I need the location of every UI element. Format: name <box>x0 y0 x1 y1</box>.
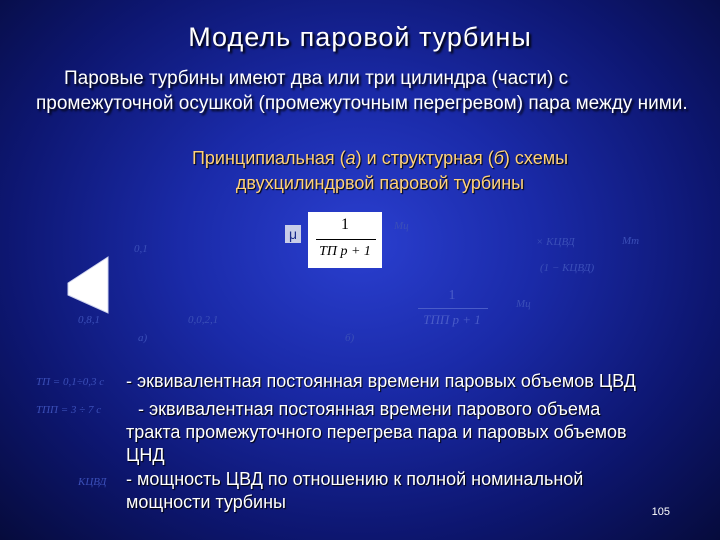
m-label-right: Мт <box>622 235 640 247</box>
transfer-function-reheat <box>414 288 490 332</box>
symbol-tpp: TПП = 3 ÷ 7 с <box>36 404 102 416</box>
intro-paragraph-text: Паровые турбины имеют два или три цилиндра (части) с промежуточной осушкой (промежуточным перегревом) пара между ними. <box>36 68 688 114</box>
label-00201: 0,0,2,1 <box>188 314 219 326</box>
subtitle-letter-b: б <box>493 148 504 168</box>
definition-tp: - эквивалентная постоянная времени паровых объемов ЦВД <box>126 371 636 391</box>
scheme-b-label: б) <box>345 332 355 344</box>
tf-hp-denominator: TП p + 1 <box>319 244 371 259</box>
subtitle-line-2: двухцилиндрвой паровой турбины <box>235 173 525 193</box>
symbol-kcvd: KЦВД <box>78 476 107 488</box>
tf-rh-fraction-line <box>418 308 488 309</box>
symbol-tp: TП = 0,1÷0,3 с <box>36 376 105 388</box>
m-label-top: Мц <box>394 220 409 232</box>
k-gain-label: × KЦВД <box>536 236 575 248</box>
definition-kcvd: - мощность ЦВД по отношению к полной номинальной мощности турбины <box>126 469 584 512</box>
turbine-cylinder-shape <box>68 257 108 313</box>
mu-input-icon: μ <box>285 225 301 243</box>
tf-rh-numerator: 1 <box>448 288 456 303</box>
tf-rh-denominator: TПП p + 1 <box>423 312 481 327</box>
turbine-scheme-a <box>60 255 120 315</box>
subtitle-part-1: Принципиальная ( <box>191 148 346 168</box>
label-081: 0,8,1 <box>78 314 100 326</box>
tf-hp-numerator: 1 <box>341 216 349 233</box>
subtitle-letter-a: а <box>345 148 356 168</box>
page-number: 105 <box>651 506 670 518</box>
subtitle-part-3: ) схемы <box>503 148 569 168</box>
m-label-bottom: Мц <box>516 298 531 310</box>
definition-tpp: - эквивалентная постоянная времени парового объема тракта промежуточного перегрева пара и паровых объемов ЦНД <box>126 399 627 465</box>
k-complement-label: (1 − KЦВД) <box>540 262 595 274</box>
transfer-function-hp <box>308 212 382 268</box>
intro-paragraph <box>36 66 696 116</box>
label-01: 0,1 <box>134 243 148 255</box>
scheme-a-label: а) <box>138 332 148 344</box>
tf-hp-fraction-line <box>316 239 376 240</box>
slide-title: Модель паровой турбины <box>188 22 532 52</box>
subtitle-part-2: ) и структурная ( <box>355 148 494 168</box>
schemes-subtitle <box>120 146 640 196</box>
